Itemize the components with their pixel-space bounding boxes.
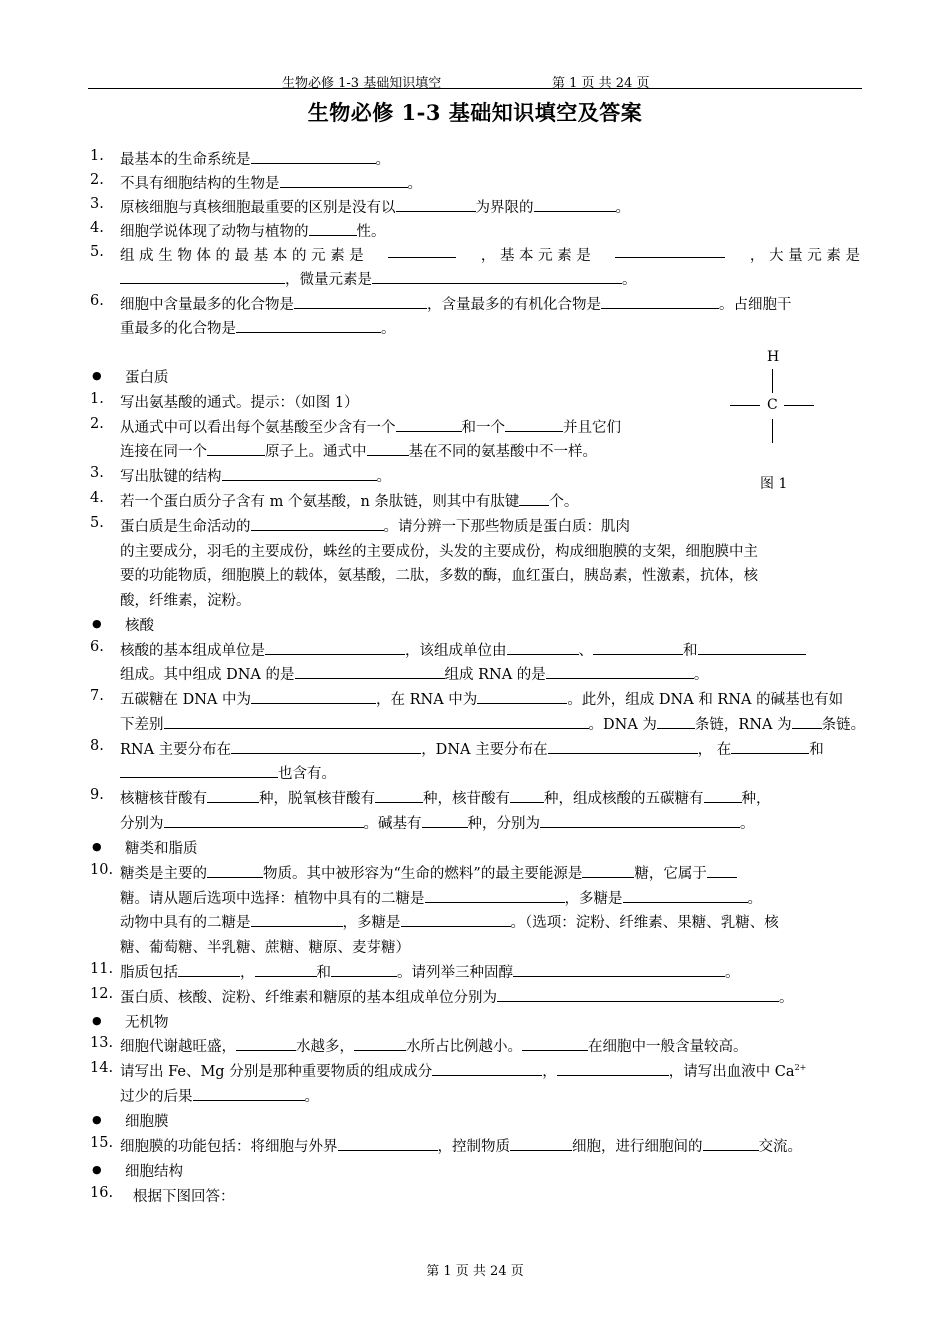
- question-text: 重最多的化合物是: [120, 321, 236, 337]
- answer-blank[interactable]: [295, 665, 445, 679]
- answer-blank[interactable]: [265, 641, 405, 655]
- section-heading: 核酸: [125, 618, 154, 634]
- question-text: 和: [683, 643, 698, 659]
- question-text: 的主要成分，羽毛的主要成份，蛛丝的主要成份，头发的主要成份，构成细胞膜的支架，细胞膜中主: [120, 544, 758, 560]
- question-text: 。: [622, 272, 637, 288]
- question-number: 11.: [90, 961, 114, 977]
- question-text: 为界限的: [475, 200, 534, 216]
- question-text: 糖。请从题后选项中选择：植物中具有的二糖是: [120, 891, 425, 907]
- question-text: ，多糖是: [564, 891, 623, 907]
- question-number: 9.: [90, 787, 104, 803]
- question-text: 组成 RNA 的是: [444, 667, 546, 683]
- answer-blank[interactable]: [367, 442, 409, 456]
- question-number: 5.: [90, 515, 104, 531]
- bullet-icon: ●: [92, 1014, 102, 1027]
- question-text: 。: [615, 200, 630, 216]
- page-footer: 第 1 页 共 24 页: [426, 1264, 524, 1279]
- question-text: 基在不同的氨基酸中不一样。: [408, 444, 597, 460]
- answer-blank[interactable]: [178, 963, 240, 977]
- question-text: 种，核苷酸有: [423, 791, 510, 807]
- answer-blank[interactable]: [193, 1087, 305, 1101]
- document-title: 生物必修 1-3 基础知识填空及答案: [307, 100, 643, 125]
- answer-blank[interactable]: [698, 641, 806, 655]
- question-text: 种，脱氧核苷酸有: [259, 791, 375, 807]
- answer-blank[interactable]: [546, 665, 694, 679]
- question-text: 要的功能物质，细胞膜上的载体，氨基酸，二肽，多数的酶，血红蛋白，胰岛素，性激素，抗体，核: [120, 568, 758, 584]
- question-text: 细胞中含量最多的化合物是: [120, 297, 294, 313]
- answer-blank[interactable]: [372, 270, 622, 284]
- question-number: 4.: [90, 490, 104, 506]
- question-text: 。: [740, 816, 755, 832]
- question-number: 15.: [90, 1135, 114, 1151]
- question-text: 和: [809, 742, 824, 758]
- answer-blank[interactable]: [396, 198, 476, 212]
- question-text: 。DNA 为: [588, 717, 657, 733]
- answer-blank[interactable]: [236, 1037, 296, 1051]
- question-text: ， 在: [697, 742, 732, 758]
- question-text: 蛋白质是生命活动的: [120, 519, 251, 535]
- answer-blank[interactable]: [513, 963, 725, 977]
- question-text: 请写出 Fe、Mg 分别是那种重要物质的组成成分: [120, 1064, 433, 1080]
- answer-blank[interactable]: [582, 864, 634, 878]
- answer-blank[interactable]: [231, 740, 421, 754]
- question-text: 最基本的生命系统是: [120, 152, 251, 168]
- answer-blank[interactable]: [280, 174, 408, 188]
- question-text: 。请分辨一下那些物质是蛋白质：肌肉: [383, 519, 630, 535]
- question-text: 糖、葡萄糖、半乳糖、蔗糖、糖原、麦芽糖）: [120, 940, 410, 956]
- question-number: 2.: [90, 172, 104, 188]
- question-text: 原子上。通式中: [265, 444, 367, 460]
- answer-blank[interactable]: [375, 789, 423, 803]
- bond-line: [772, 369, 773, 393]
- question-text: 。请列举三种固醇: [397, 965, 513, 981]
- answer-blank[interactable]: [510, 789, 544, 803]
- question-text: 。: [375, 152, 390, 168]
- answer-blank[interactable]: [540, 814, 740, 828]
- answer-blank[interactable]: [505, 418, 563, 432]
- question-text: 并且它们: [563, 420, 621, 436]
- question-text: RNA 主要分布在: [120, 742, 232, 758]
- bullet-icon: ●: [92, 617, 102, 630]
- answer-blank[interactable]: [251, 913, 343, 927]
- question-number: 3.: [90, 196, 104, 212]
- answer-blank[interactable]: [792, 715, 822, 729]
- bullet-icon: ●: [92, 1163, 102, 1176]
- question-text: ，: [240, 965, 255, 981]
- section-heading: 细胞膜: [125, 1114, 169, 1130]
- answer-blank[interactable]: [657, 715, 695, 729]
- answer-blank[interactable]: [401, 913, 511, 927]
- question-number: 16.: [90, 1185, 114, 1201]
- answer-blank[interactable]: [615, 244, 725, 258]
- answer-blank[interactable]: [354, 1037, 406, 1051]
- question-text: 糖类是主要的: [120, 866, 207, 882]
- question-text: 种，分别为: [467, 816, 540, 832]
- question-text: 酸，纤维素，淀粉。: [120, 593, 251, 609]
- question-text: ， 大 量 元 素 是: [749, 248, 860, 264]
- answer-blank[interactable]: [396, 418, 462, 432]
- figure-amino-acid-diagram: [722, 345, 822, 495]
- answer-blank[interactable]: [593, 641, 683, 655]
- answer-blank[interactable]: [236, 319, 381, 333]
- answer-blank[interactable]: [251, 150, 376, 164]
- question-text: 分别为: [120, 816, 164, 832]
- question-text: 水所占比例越小。: [406, 1039, 522, 1055]
- question-text: 也含有。: [278, 766, 336, 782]
- question-text: 连接在同一个: [120, 444, 207, 460]
- question-text: ，控制物质: [437, 1139, 510, 1155]
- question-text: 不具有细胞结构的生物是: [120, 176, 280, 192]
- question-text: 。: [747, 891, 762, 907]
- answer-blank[interactable]: [425, 889, 565, 903]
- answer-blank[interactable]: [207, 789, 259, 803]
- question-text: 细胞，进行细胞间的: [572, 1139, 703, 1155]
- answer-blank[interactable]: [731, 740, 809, 754]
- answer-blank[interactable]: [557, 1062, 669, 1076]
- header-page-number: 第 1 页 共 24 页: [552, 76, 650, 91]
- question-text: 条链，RNA 为: [694, 717, 792, 733]
- question-number: 4.: [90, 220, 104, 236]
- question-number: 2.: [90, 416, 104, 432]
- answer-blank[interactable]: [477, 690, 567, 704]
- answer-blank[interactable]: [309, 222, 357, 236]
- question-text: 写出肽键的结构: [120, 469, 222, 485]
- header-title: 生物必修 1-3 基础知识填空: [282, 76, 442, 91]
- question-text: ，在 RNA 中为: [376, 692, 478, 708]
- question-text: ，请写出血液中 Ca: [668, 1064, 795, 1080]
- answer-blank[interactable]: [510, 1137, 572, 1151]
- section-heading: 糖类和脂质: [125, 841, 198, 857]
- question-number: 3.: [90, 465, 104, 481]
- hydrogen-label: H: [767, 349, 780, 365]
- question-number: 10.: [90, 862, 114, 878]
- section-heading: 细胞结构: [125, 1164, 183, 1180]
- question-text: 从通式中可以看出每个氨基酸至少含有一个: [120, 420, 396, 436]
- question-text: 根据下图回答：: [133, 1189, 235, 1205]
- question-text: 。: [779, 990, 794, 1006]
- question-text: 细胞代谢越旺盛，: [120, 1039, 236, 1055]
- question-text: 动物中具有的二糖是: [120, 915, 251, 931]
- bond-line: [772, 419, 773, 443]
- answer-blank[interactable]: [255, 963, 317, 977]
- answer-blank[interactable]: [422, 814, 468, 828]
- question-text: 原核细胞与真核细胞最重要的区别是没有以: [120, 200, 396, 216]
- question-text: 。此外，组成 DNA 和 RNA 的碱基也有如: [567, 692, 844, 708]
- superscript: 2+: [794, 1063, 807, 1073]
- question-text: ，微量元素是: [285, 272, 372, 288]
- question-text: ，: [542, 1064, 557, 1080]
- question-text: 核酸的基本组成单位是: [120, 643, 265, 659]
- question-text: 细胞膜的功能包括：将细胞与外界: [120, 1139, 338, 1155]
- question-number: 8.: [90, 738, 104, 754]
- bullet-icon: ●: [92, 369, 102, 382]
- question-text: 种，组成核酸的五碳糖有: [544, 791, 704, 807]
- carbon-label: C: [767, 397, 778, 413]
- question-text: 蛋白质、核酸、淀粉、纤维素和糖原的基本组成单位分别为: [120, 990, 497, 1006]
- question-number: 1.: [90, 391, 104, 407]
- header-rule: [88, 88, 862, 89]
- question-text: 细胞学说体现了动物与植物的: [120, 224, 309, 240]
- answer-blank[interactable]: [432, 1062, 542, 1076]
- question-text: 核糖核苷酸有: [120, 791, 207, 807]
- question-number: 13.: [90, 1035, 114, 1051]
- answer-blank[interactable]: [548, 740, 698, 754]
- section-heading: 蛋白质: [125, 370, 169, 386]
- section-heading: 无机物: [125, 1015, 169, 1031]
- answer-blank[interactable]: [704, 789, 742, 803]
- question-text: 水越多，: [296, 1039, 354, 1055]
- answer-blank[interactable]: [623, 889, 748, 903]
- answer-blank[interactable]: [222, 467, 377, 481]
- question-text: 五碳糖在 DNA 中为: [120, 692, 252, 708]
- answer-blank[interactable]: [497, 988, 779, 1002]
- answer-blank[interactable]: [338, 1137, 438, 1151]
- question-text: 、: [578, 643, 593, 659]
- question-text: 组成。其中组成 DNA 的是: [120, 667, 295, 683]
- question-number: 7.: [90, 688, 104, 704]
- answer-blank[interactable]: [601, 295, 719, 309]
- question-number: 6.: [90, 639, 104, 655]
- answer-blank[interactable]: [707, 864, 737, 878]
- question-text: ，该组成单位由: [405, 643, 507, 659]
- answer-blank[interactable]: [331, 963, 397, 977]
- answer-blank[interactable]: [207, 442, 265, 456]
- question-text: 在细胞中一般含量较高。: [588, 1039, 748, 1055]
- answer-blank[interactable]: [164, 715, 589, 729]
- question-text: ，多糖是: [342, 915, 401, 931]
- answer-blank[interactable]: [519, 492, 549, 506]
- question-text: 。: [725, 965, 740, 981]
- question-text: 过少的后果: [120, 1089, 193, 1105]
- question-number: 5.: [90, 244, 104, 260]
- question-text: ， 基 本 元 素 是: [480, 248, 591, 264]
- question-text: 条链。: [821, 717, 866, 733]
- answer-blank[interactable]: [703, 1137, 759, 1151]
- answer-blank[interactable]: [534, 198, 616, 212]
- question-text: 若一个蛋白质分子含有 m 个氨基酸，n 条肽链，则其中有肽键: [120, 494, 520, 510]
- question-number: 14.: [90, 1060, 114, 1076]
- answer-blank[interactable]: [251, 517, 384, 531]
- answer-blank[interactable]: [207, 864, 263, 878]
- answer-blank[interactable]: [522, 1037, 588, 1051]
- question-text: 脂质包括: [120, 965, 178, 981]
- question-text: ，DNA 主要分布在: [421, 742, 548, 758]
- question-text: 。: [381, 321, 396, 337]
- bullet-icon: ●: [92, 840, 102, 853]
- bullet-icon: ●: [92, 1113, 102, 1126]
- question-text: 和一个: [461, 420, 505, 436]
- question-number: 12.: [90, 986, 114, 1002]
- answer-blank[interactable]: [507, 641, 579, 655]
- question-text: 。: [376, 469, 391, 485]
- question-text: 下差别: [120, 717, 164, 733]
- question-number: 1.: [90, 148, 104, 164]
- figure-caption: 图 1: [760, 476, 788, 492]
- answer-blank[interactable]: [388, 244, 456, 258]
- question-text: 。占细胞干: [719, 297, 792, 313]
- answer-blank[interactable]: [294, 295, 427, 309]
- answer-blank[interactable]: [120, 764, 278, 778]
- question-number: 6.: [90, 293, 104, 309]
- question-text: 写出氨基酸的通式。提示：（如图 1）: [120, 395, 359, 411]
- bond-line: [784, 405, 814, 406]
- question-text: 种，: [741, 791, 771, 807]
- answer-blank[interactable]: [120, 270, 285, 284]
- question-text: 交流。: [758, 1139, 802, 1155]
- bond-line: [730, 405, 760, 406]
- question-text: 和: [316, 965, 331, 981]
- question-text: 。: [304, 1089, 319, 1105]
- question-text: 物质。其中被形容为“生命的燃料”的最主要能源是: [263, 866, 583, 882]
- question-text: 个。: [549, 494, 579, 510]
- question-text: 。碱基有: [363, 816, 422, 832]
- question-text: 组 成 生 物 体 的 最 基 本 的 元 素 是: [120, 248, 364, 264]
- question-text: 糖，它属于: [634, 866, 707, 882]
- question-text: 。: [693, 667, 709, 683]
- answer-blank[interactable]: [251, 690, 376, 704]
- question-text: 。: [407, 176, 422, 192]
- question-text: 。（选项：淀粉、纤维素、果糖、乳糖、核: [510, 915, 779, 931]
- answer-blank[interactable]: [164, 814, 364, 828]
- question-text: ，含量最多的有机化合物是: [427, 297, 601, 313]
- question-text: 性。: [356, 224, 386, 240]
